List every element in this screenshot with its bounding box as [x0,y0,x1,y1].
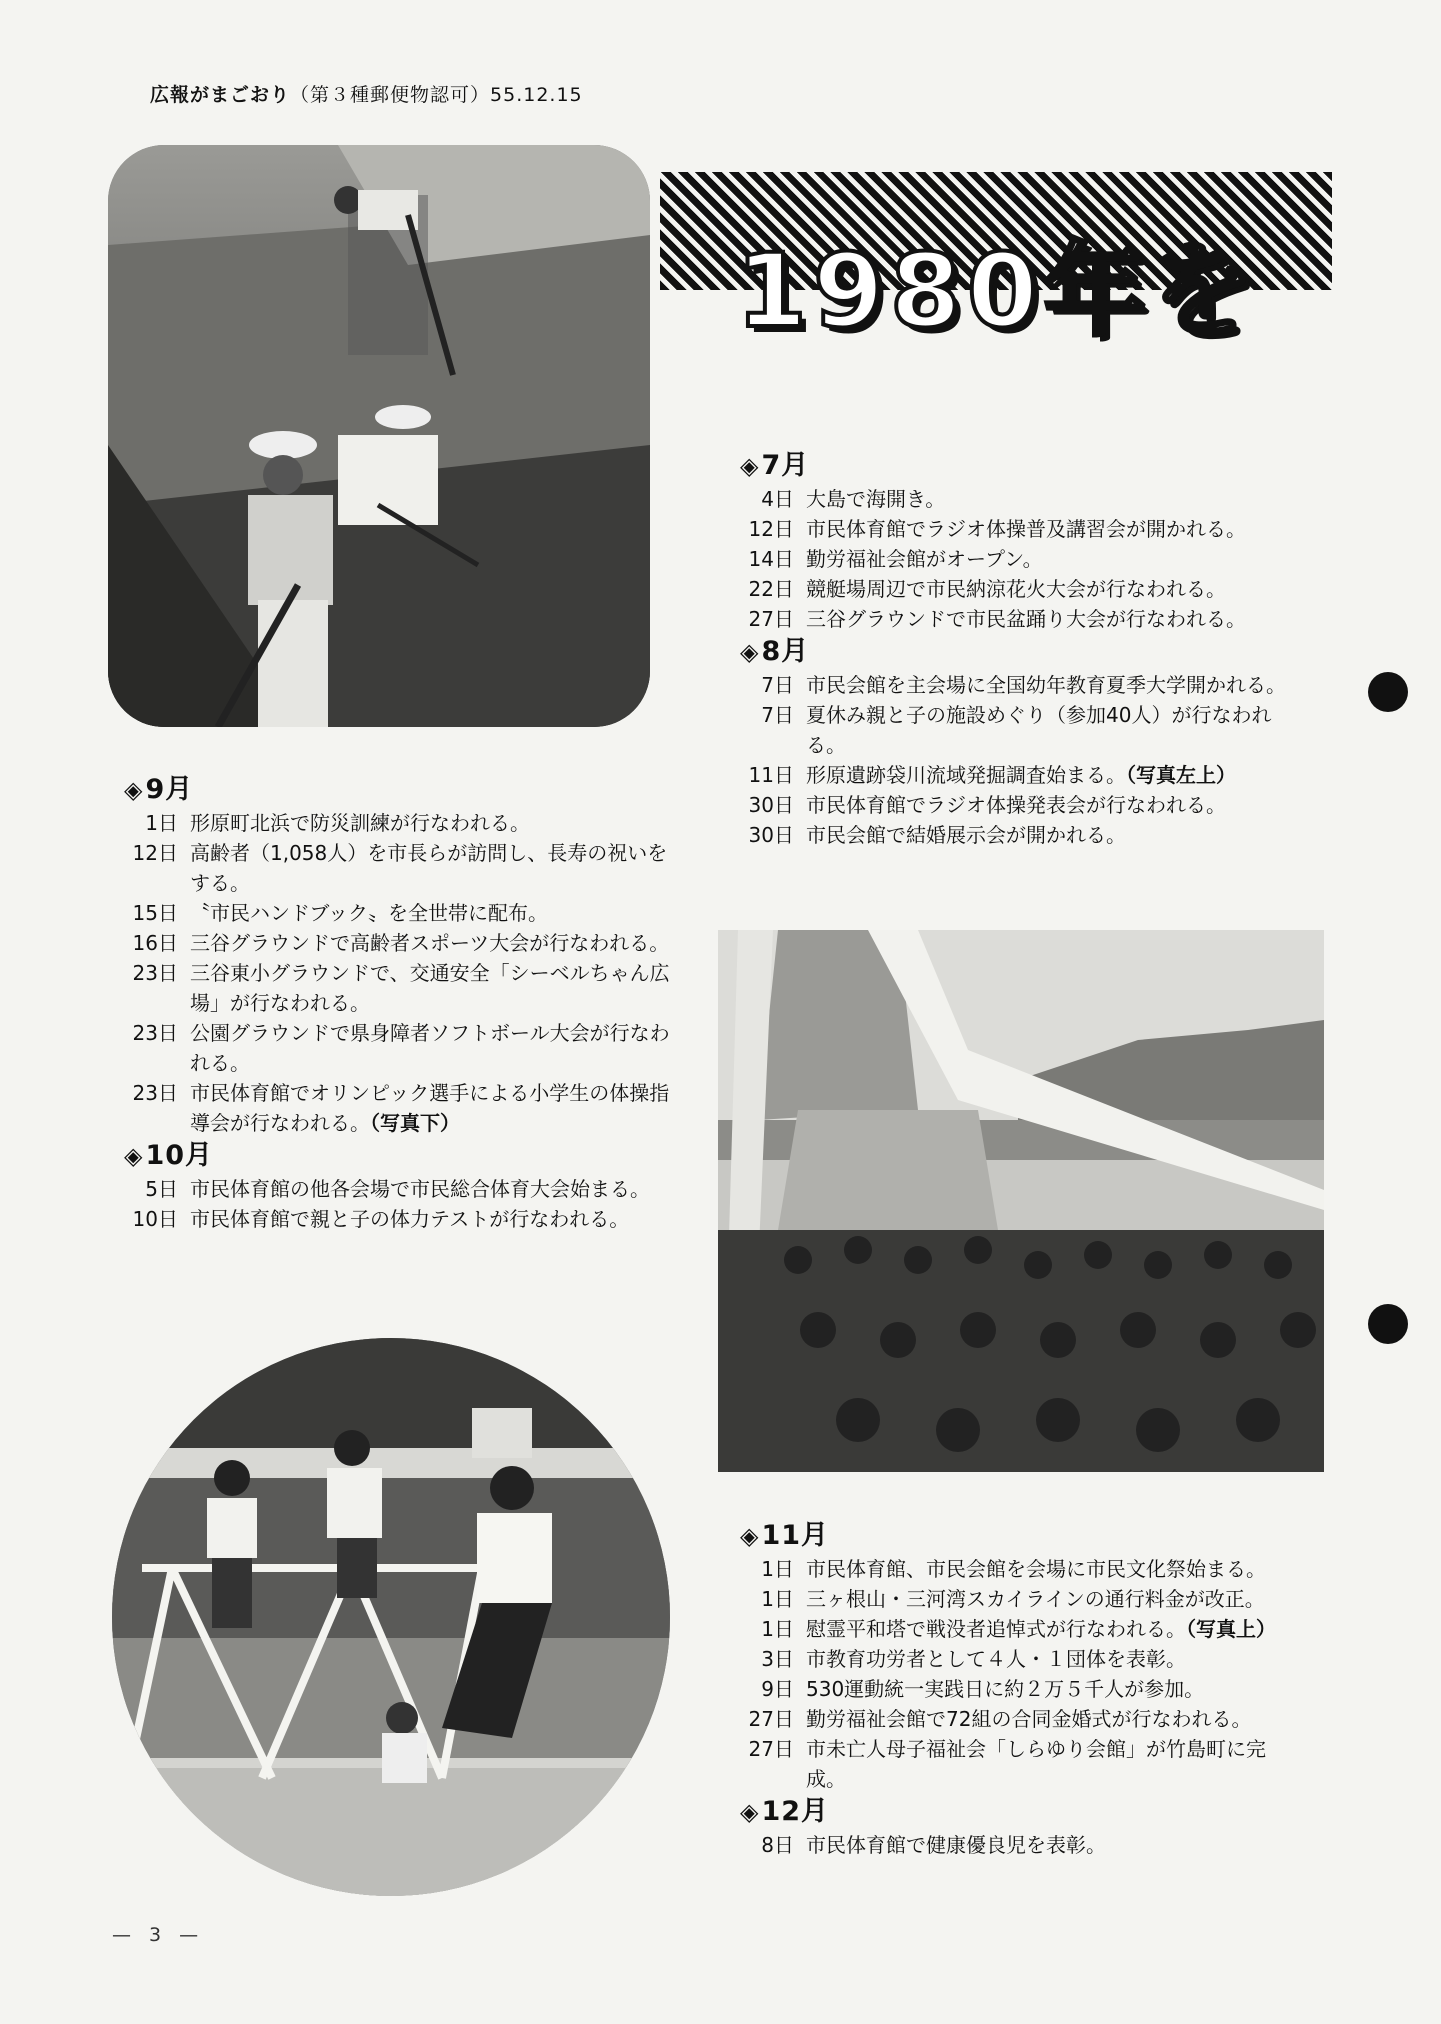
diamond-icon: ◈ [740,452,760,480]
month-heading-october [124,1138,684,1174]
page-title: 1980年を [736,232,1260,350]
event-text: 三ヶ根山・三河湾スカイラインの通行料金が改正。 [806,1587,1265,1611]
list-item [124,808,684,838]
event-day: 30日 [748,793,794,817]
event-day: 8日 [761,1833,794,1857]
event-text-body: 市民体育館でオリンピック選手による小学生の体操指導会が行なわれる。 [190,1081,670,1135]
events-july-august [740,448,1300,850]
event-text: 530運動統一実践日に約２万５千人が参加。 [806,1677,1205,1701]
event-day: 7日 [761,673,794,697]
event-text: 市民体育館の他各会場で市民総合体育大会始まる。 [190,1177,650,1201]
photo-note: （写真左上） [1126,763,1236,787]
event-day: 7日 [761,703,794,727]
diamond-icon: ◈ [740,1798,760,1826]
list-item [124,958,684,1018]
event-text: 三谷グラウンドで高齢者スポーツ大会が行なわれる。 [190,931,670,955]
event-day: 11日 [748,763,794,787]
event-text [806,760,1300,790]
header [150,80,583,107]
event-day: 1日 [145,811,178,835]
event-text: 〝市民ハンドブック〟を全世帯に配布。 [190,901,548,925]
month-heading-november [740,1518,1300,1554]
list-item [740,544,1300,574]
page-number: — 3 — [112,1924,205,1946]
month-heading-december [740,1794,1300,1830]
list-item [740,514,1300,544]
event-day: 1日 [761,1587,794,1611]
month-label: 10月 [145,1140,214,1171]
event-text: 三谷東小グラウンドで、交通安全「シーベルちゃん広場」が行なわれる。 [190,961,670,1015]
event-text: 市民会館で結婚展示会が開かれる。 [806,823,1126,847]
month-heading-august [740,634,1300,670]
event-day: 27日 [748,1737,794,1761]
memorial-ceremony-photo [718,930,1324,1472]
event-day: 5日 [145,1177,178,1201]
list-item [740,1644,1300,1674]
list-item [740,1584,1300,1614]
event-text-body: 形原遺跡袋川流域発掘調査始まる。 [806,763,1126,787]
photo-note: （写真上） [1186,1617,1276,1641]
list-item [740,670,1300,700]
month-heading-july [740,448,1300,484]
list-item [124,1078,684,1138]
event-day: 3日 [761,1647,794,1671]
events-november-december [740,1518,1300,1860]
list-item [740,1614,1300,1644]
binding-hole [1368,672,1408,712]
month-label: 7月 [761,450,810,481]
event-text: 市民体育館でラジオ体操普及講習会が開かれる。 [806,517,1246,541]
event-day: 27日 [748,1707,794,1731]
list-item [740,1554,1300,1584]
list-item [740,1830,1300,1860]
diamond-icon: ◈ [740,1522,760,1550]
list-item [124,1174,684,1204]
excavation-photo [108,145,650,727]
month-heading-september [124,772,684,808]
event-text: 市民体育館で健康優良児を表彰。 [806,1833,1106,1857]
event-day: 15日 [132,901,178,925]
event-day: 23日 [132,1081,178,1105]
event-list-october [124,1174,684,1234]
list-item [124,838,684,898]
diamond-icon: ◈ [124,1142,144,1170]
event-day: 1日 [761,1617,794,1641]
list-item [740,1704,1300,1734]
issue-date: 55.12.15 [490,84,583,106]
list-item [124,928,684,958]
event-text: 大島で海開き。 [806,487,946,511]
event-text: 形原町北浜で防災訓練が行なわれる。 [190,811,530,835]
event-text: 公園グラウンドで県身障者ソフトボール大会が行なわれる。 [190,1021,670,1075]
event-day: 4日 [761,487,794,511]
event-day: 14日 [748,547,794,571]
list-item [740,1674,1300,1704]
event-text: 高齢者（1,058人）を市長らが訪問し、長寿の祝いをする。 [190,841,668,895]
event-text: 市民体育館で親と子の体力テストが行なわれる。 [190,1207,630,1231]
list-item [124,898,684,928]
event-text: 夏休み親と子の施設めぐり（参加40人）が行なわれる。 [806,703,1272,757]
event-text-body: 慰霊平和塔で戦没者追悼式が行なわれる。 [806,1617,1186,1641]
month-label: 11月 [761,1520,830,1551]
event-list-december [740,1830,1300,1860]
event-list-september [124,808,684,1138]
binding-hole [1368,1304,1408,1344]
event-list-november [740,1554,1300,1794]
list-item [740,760,1300,790]
diamond-icon: ◈ [124,776,144,804]
list-item [740,790,1300,820]
event-day: 10日 [132,1207,178,1231]
list-item [740,820,1300,850]
event-day: 16日 [132,931,178,955]
event-text [806,1614,1300,1644]
event-list-july [740,484,1300,634]
publication-name: 広報がまごおり [150,84,291,106]
event-text: 市未亡人母子福祉会「しらゆり会館」が竹島町に完成。 [806,1737,1266,1791]
event-list-august [740,670,1300,850]
month-label: 8月 [761,636,810,667]
event-day: 30日 [748,823,794,847]
event-text: 市民体育館、市民会館を会場に市民文化祭始まる。 [806,1557,1266,1581]
list-item [124,1018,684,1078]
event-text: 勤労福祉会館で72組の合同金婚式が行なわれる。 [806,1707,1252,1731]
events-september-october [124,772,684,1234]
event-day: 9日 [761,1677,794,1701]
event-day: 22日 [748,577,794,601]
event-text: 三谷グラウンドで市民盆踊り大会が行なわれる。 [806,607,1246,631]
event-text: 勤労福祉会館がオープン。 [806,547,1043,571]
event-day: 12日 [132,841,178,865]
event-text: 市民体育館でラジオ体操発表会が行なわれる。 [806,793,1226,817]
list-item [740,574,1300,604]
event-text [190,1078,684,1138]
month-label: 12月 [761,1796,830,1827]
event-day: 23日 [132,961,178,985]
postal-permit: （第３種郵便物認可） [290,84,491,106]
list-item [740,484,1300,514]
event-day: 23日 [132,1021,178,1045]
event-text: 市教育功労者として４人・１団体を表彰。 [806,1647,1186,1671]
diamond-icon: ◈ [740,638,760,666]
list-item [124,1204,684,1234]
list-item [740,604,1300,634]
event-day: 12日 [748,517,794,541]
event-text: 競艇場周辺で市民納涼花火大会が行なわれる。 [806,577,1226,601]
month-label: 9月 [145,774,194,805]
event-text: 市民会館を主会場に全国幼年教育夏季大学開かれる。 [806,673,1286,697]
event-day: 27日 [748,607,794,631]
list-item [740,1734,1300,1794]
title-banner [660,172,1332,350]
list-item [740,700,1300,760]
event-day: 1日 [761,1557,794,1581]
photo-note: （写真下） [370,1111,460,1135]
gymnastics-class-photo [112,1338,670,1896]
